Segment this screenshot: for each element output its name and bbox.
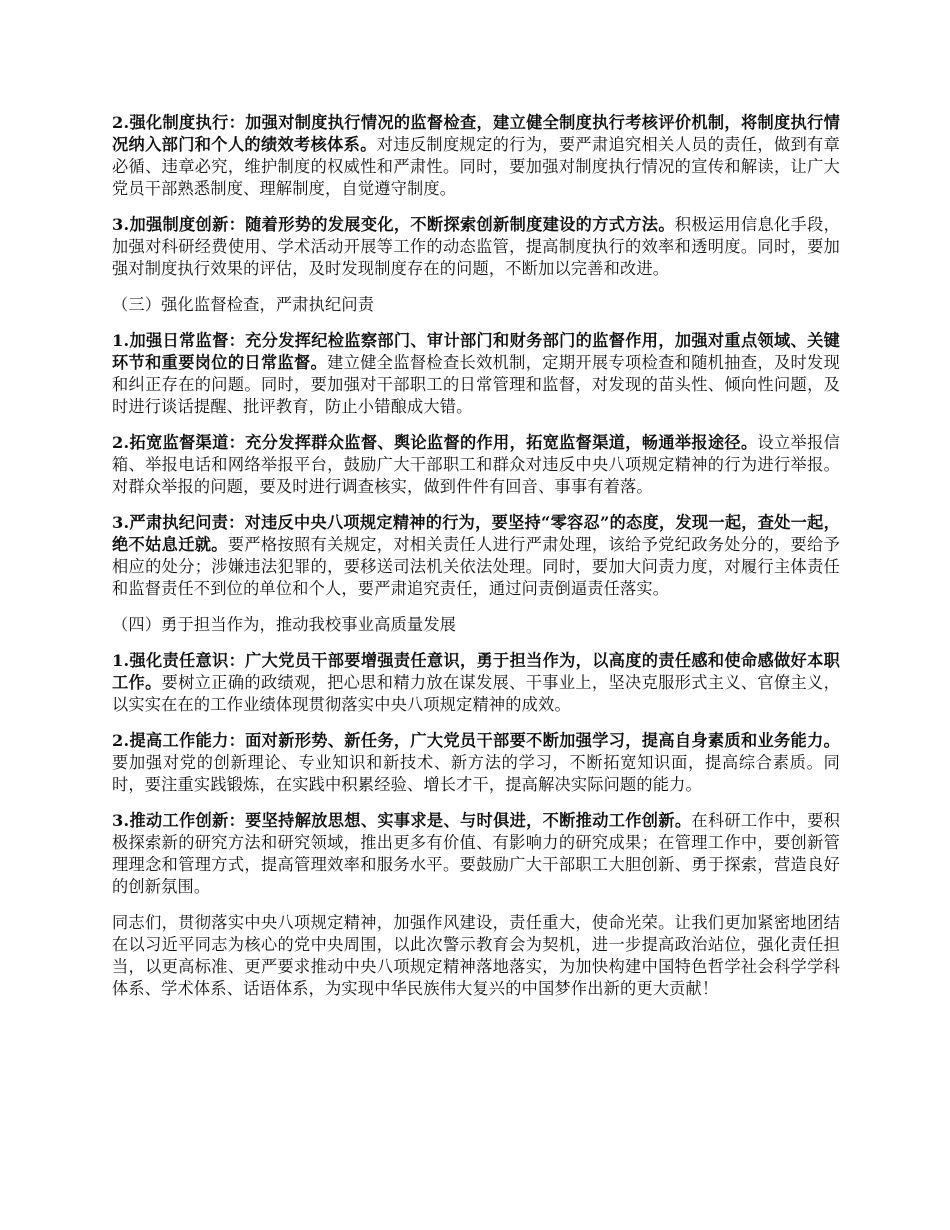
- paragraph-work-ability: [112, 730, 840, 796]
- paragraph-lead: 2.强化制度执行：加强对制度执行情况的监督检查，建立健全制度执行考核评价机制，将制度执行情况纳入部门和个人的绩效考核体系。: [112, 113, 840, 154]
- paragraph-body: 设立举报信箱、举报电话和网络举报平台，鼓励广大干部职工和群众对违反中央八项规定精神的行为进行举报。对群众举报的问题，要及时进行调查核实，做到件件有回音、事事有着落。: [112, 433, 840, 496]
- paragraph-body: 要加强对党的创新理论、专业知识和新技术、新方法的学习，不断拓宽知识面，提高综合素质。同时，要注重实践锻炼，在实践中积累经验、增长才干，提高解决实际问题的能力。: [112, 753, 840, 794]
- document-page: [112, 112, 840, 1014]
- paragraph-lead: 2.拓宽监督渠道：充分发挥群众监督、舆论监督的作用，拓宽监督渠道，畅通举报途径。: [112, 433, 758, 452]
- section-heading-responsibility: （四）勇于担当作为，推动我校事业高质量发展: [112, 615, 457, 634]
- paragraph-accountability: [112, 512, 840, 600]
- closing-paragraph: 同志们，贯彻落实中央八项规定精神，加强作风建设，责任重大，使命光荣。让我们更加紧密地团结在以习近平同志为核心的党中央周围，以此次警示教育会为契机，进一步提高政治站位，强化责任担当，以更高标准、更严要求推动中央八项规定精神落地落实，为加快构建中国特色哲学社会科学学科体系、学术体系、话语体系，为实现中华民族伟大复兴的中国梦作出新的更大贡献！: [112, 913, 840, 998]
- paragraph-responsibility-awareness: [112, 650, 840, 716]
- paragraph-lead: 1.加强日常监督：充分发挥纪检监察部门、审计部门和财务部门的监督作用，加强对重点领域、关键环节和重要岗位的日常监督。: [112, 331, 840, 372]
- paragraph-body: 建立健全监督检查长效机制，定期开展专项检查和随机抽查，及时发现和纠正存在的问题。同时，要加强对干部职工的日常管理和监督，对发现的苗头性、倾向性问题，及时进行谈话提醒、批评教育，防止小错酿成大错。: [112, 353, 840, 416]
- paragraph-lead: 2.提高工作能力：面对新形势、新任务，广大党员干部要不断加强学习，提高自身素质和业务能力。: [112, 731, 840, 750]
- paragraph-lead: 3.严肃执纪问责：对违反中央八项规定精神的行为，要坚持“零容忍”的态度，发现一起，查处一起，绝不姑息迁就。: [112, 513, 840, 554]
- paragraph-institutional-innovation: [112, 214, 840, 280]
- paragraph-body: 对违反制度规定的行为，要严肃追究相关人员的责任，做到有章必循、违章必究，维护制度的权威性和严肃性。同时，要加强对制度执行情况的宣传和解读，让广大党员干部熟悉制度、理解制度，自觉遵守制度。: [112, 135, 840, 198]
- paragraph-work-innovation: [112, 810, 840, 898]
- paragraph-supervision-channels: [112, 432, 840, 498]
- paragraph-body: 要严格按照有关规定，对相关责任人进行严肃处理，该给予党纪政务处分的，要给予相应的处分；涉嫌违法犯罪的，要移送司法机关依法处理。同时，要加大问责力度，对履行主体责任和监督责任不到位的单位和个人，要严肃追究责任，通过问责倒逼责任落实。: [112, 535, 840, 598]
- paragraph-body: 要树立正确的政绩观，把心思和精力放在谋发展、干事业上，坚决克服形式主义、官僚主义，以实实在在的工作业绩体现贯彻落实中央八项规定精神的成效。: [112, 673, 840, 714]
- paragraph-strengthen-execution: [112, 112, 840, 200]
- paragraph-lead: 3.推动工作创新：要坚持解放思想、实事求是、与时俱进，不断推动工作创新。: [112, 811, 692, 830]
- paragraph-body: 积极运用信息化手段，加强对科研经费使用、学术活动开展等工作的动态监管，提高制度执行的效率和透明度。同时，要加强对制度执行效果的评估，及时发现制度存在的问题，不断加以完善和改进。: [112, 215, 840, 278]
- paragraph-body: 在科研工作中，要积极探索新的研究方法和研究领域，推出更多有价值、有影响力的研究成果；在管理工作中，要创新管理理念和管理方式，提高管理效率和服务水平。要鼓励广大干部职工大胆创新、勇于探索，营造良好的创新氛围。: [112, 811, 840, 896]
- paragraph-lead: 1.强化责任意识：广大党员干部要增强责任意识，勇于担当作为，以高度的责任感和使命感做好本职工作。: [112, 651, 840, 692]
- paragraph-lead: 3.加强制度创新：随着形势的发展变化，不断探索创新制度建设的方式方法。: [112, 215, 675, 234]
- section-heading-supervision: （三）强化监督检查，严肃执纪问责: [112, 295, 375, 314]
- paragraph-daily-supervision: [112, 330, 840, 418]
